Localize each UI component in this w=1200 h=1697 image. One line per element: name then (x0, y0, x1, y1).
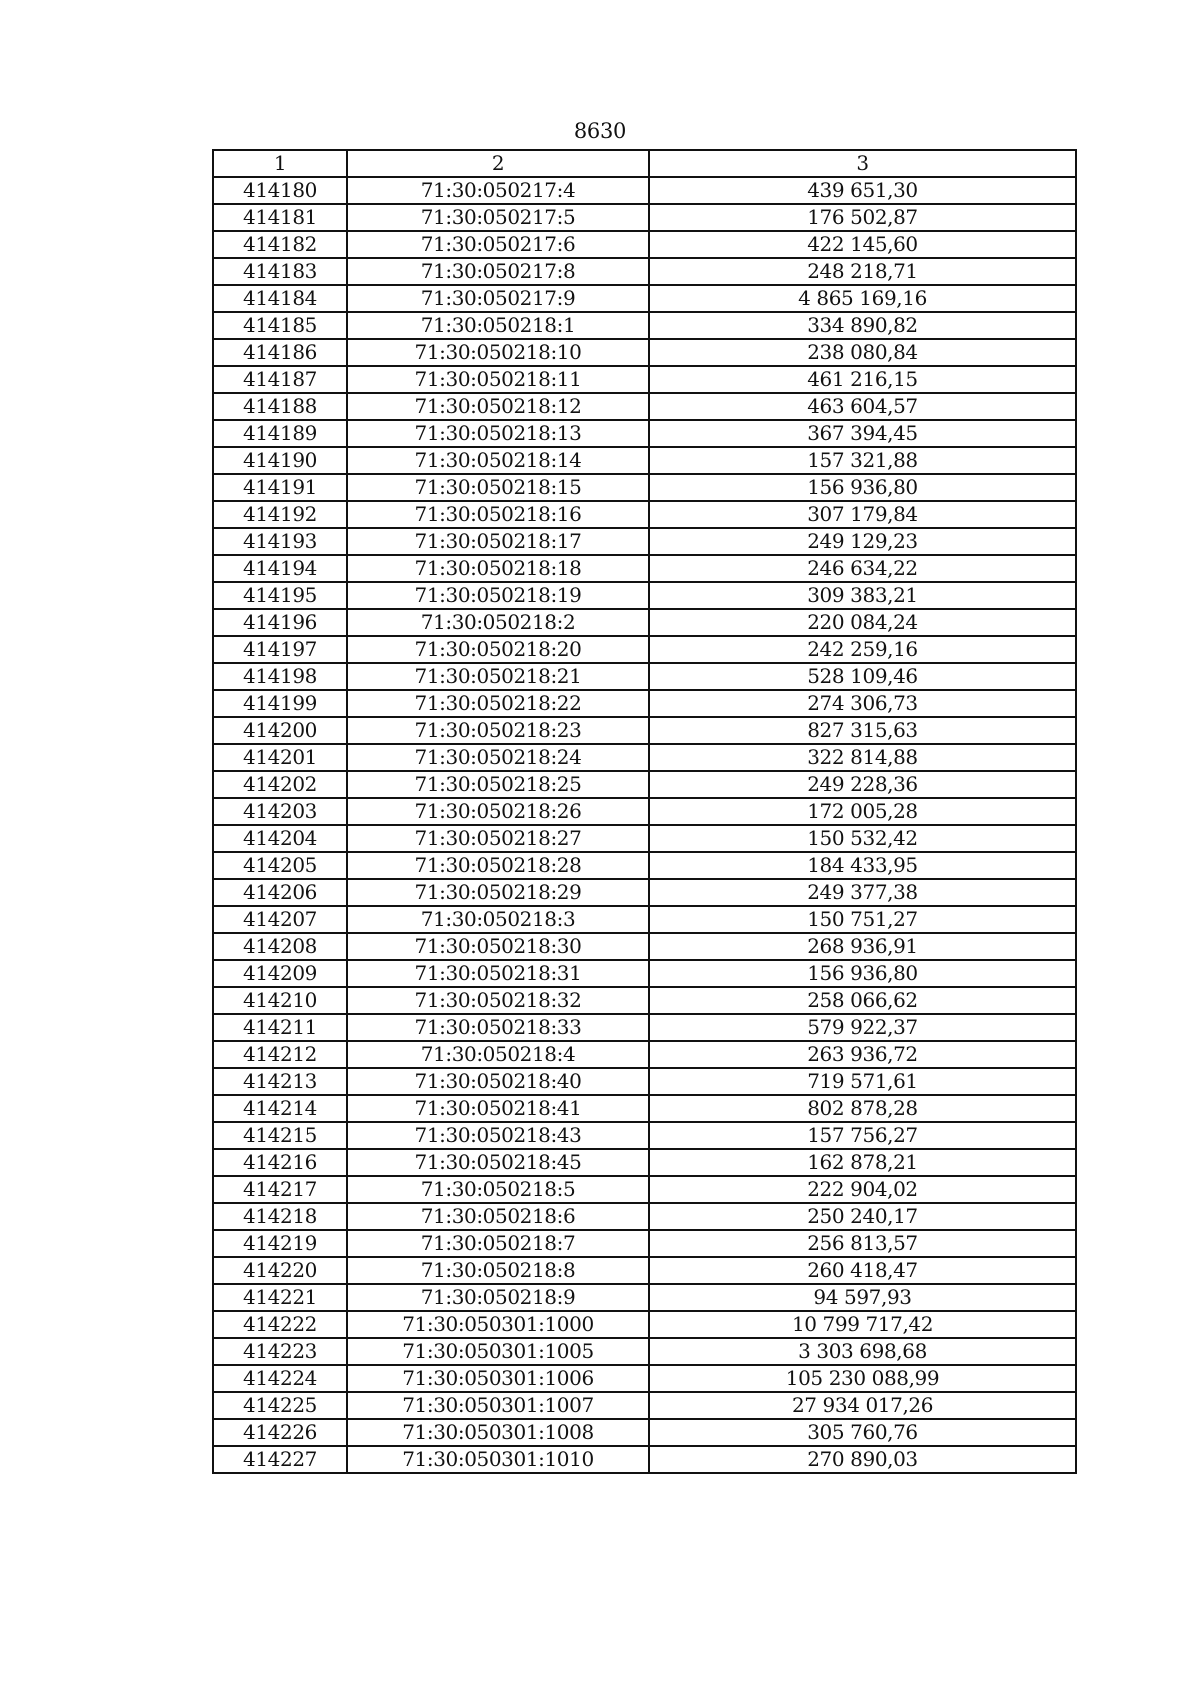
page-number: 8630 (573, 119, 627, 143)
cadastral-number-cell: 71:30:050217:8 (347, 258, 649, 285)
row-number-cell: 414220 (213, 1257, 347, 1284)
value-cell: 105 230 088,99 (649, 1365, 1076, 1392)
table-row (213, 1203, 1076, 1230)
table-row (213, 798, 1076, 825)
value-cell: 307 179,84 (649, 501, 1076, 528)
row-number-cell: 414198 (213, 663, 347, 690)
value-cell: 238 080,84 (649, 339, 1076, 366)
table-row (213, 1041, 1076, 1068)
cadastral-number-cell: 71:30:050218:25 (347, 771, 649, 798)
row-number-cell: 414225 (213, 1392, 347, 1419)
table-row (213, 1257, 1076, 1284)
table-row (213, 582, 1076, 609)
value-cell: 249 377,38 (649, 879, 1076, 906)
value-cell: 249 129,23 (649, 528, 1076, 555)
row-number-cell: 414191 (213, 474, 347, 501)
table-row (213, 771, 1076, 798)
value-cell: 157 321,88 (649, 447, 1076, 474)
column-header-1: 1 (213, 150, 347, 177)
row-number-cell: 414204 (213, 825, 347, 852)
row-number-cell: 414187 (213, 366, 347, 393)
cadastral-number-cell: 71:30:050218:1 (347, 312, 649, 339)
table-row (213, 906, 1076, 933)
cadastral-number-cell: 71:30:050218:14 (347, 447, 649, 474)
cadastral-number-cell: 71:30:050218:28 (347, 852, 649, 879)
row-number-cell: 414182 (213, 231, 347, 258)
cadastral-number-cell: 71:30:050218:12 (347, 393, 649, 420)
table-row (213, 501, 1076, 528)
table-row (213, 447, 1076, 474)
cadastral-number-cell: 71:30:050218:27 (347, 825, 649, 852)
table-row (213, 1419, 1076, 1446)
cadastral-number-cell: 71:30:050218:16 (347, 501, 649, 528)
table-row (213, 663, 1076, 690)
cadastral-number-cell: 71:30:050218:13 (347, 420, 649, 447)
table-row (213, 1176, 1076, 1203)
table-row (213, 258, 1076, 285)
value-cell: 222 904,02 (649, 1176, 1076, 1203)
value-cell: 176 502,87 (649, 204, 1076, 231)
table-row (213, 1311, 1076, 1338)
table-row (213, 312, 1076, 339)
cadastral-number-cell: 71:30:050218:31 (347, 960, 649, 987)
value-cell: 156 936,80 (649, 960, 1076, 987)
table-row (213, 1338, 1076, 1365)
row-number-cell: 414192 (213, 501, 347, 528)
cadastral-number-cell: 71:30:050218:26 (347, 798, 649, 825)
table-header-row (213, 150, 1076, 177)
row-number-cell: 414207 (213, 906, 347, 933)
value-cell: 258 066,62 (649, 987, 1076, 1014)
cadastral-number-cell: 71:30:050217:5 (347, 204, 649, 231)
value-cell: 184 433,95 (649, 852, 1076, 879)
cadastral-number-cell: 71:30:050218:5 (347, 1176, 649, 1203)
table-row (213, 960, 1076, 987)
row-number-cell: 414210 (213, 987, 347, 1014)
value-cell: 439 651,30 (649, 177, 1076, 204)
table-row (213, 690, 1076, 717)
row-number-cell: 414209 (213, 960, 347, 987)
table-row (213, 825, 1076, 852)
value-cell: 579 922,37 (649, 1014, 1076, 1041)
value-cell: 27 934 017,26 (649, 1392, 1076, 1419)
value-cell: 802 878,28 (649, 1095, 1076, 1122)
row-number-cell: 414184 (213, 285, 347, 312)
cadastral-number-cell: 71:30:050218:40 (347, 1068, 649, 1095)
cadastral-number-cell: 71:30:050301:1005 (347, 1338, 649, 1365)
value-cell: 250 240,17 (649, 1203, 1076, 1230)
row-number-cell: 414216 (213, 1149, 347, 1176)
table-row (213, 285, 1076, 312)
value-cell: 334 890,82 (649, 312, 1076, 339)
row-number-cell: 414222 (213, 1311, 347, 1338)
table-row (213, 1068, 1076, 1095)
row-number-cell: 414224 (213, 1365, 347, 1392)
cadastral-number-cell: 71:30:050218:2 (347, 609, 649, 636)
table-row (213, 1392, 1076, 1419)
cadastral-number-cell: 71:30:050218:23 (347, 717, 649, 744)
row-number-cell: 414197 (213, 636, 347, 663)
table-row (213, 204, 1076, 231)
value-cell: 162 878,21 (649, 1149, 1076, 1176)
value-cell: 461 216,15 (649, 366, 1076, 393)
row-number-cell: 414212 (213, 1041, 347, 1068)
value-cell: 220 084,24 (649, 609, 1076, 636)
table-row (213, 420, 1076, 447)
row-number-cell: 414205 (213, 852, 347, 879)
cadastral-number-cell: 71:30:050301:1000 (347, 1311, 649, 1338)
row-number-cell: 414196 (213, 609, 347, 636)
value-cell: 322 814,88 (649, 744, 1076, 771)
cadastral-number-cell: 71:30:050218:33 (347, 1014, 649, 1041)
cadastral-number-cell: 71:30:050218:15 (347, 474, 649, 501)
value-cell: 274 306,73 (649, 690, 1076, 717)
row-number-cell: 414181 (213, 204, 347, 231)
table-row (213, 339, 1076, 366)
row-number-cell: 414219 (213, 1230, 347, 1257)
cadastral-number-cell: 71:30:050217:9 (347, 285, 649, 312)
cadastral-number-cell: 71:30:050218:10 (347, 339, 649, 366)
table-body (213, 177, 1076, 1473)
value-cell: 10 799 717,42 (649, 1311, 1076, 1338)
cadastral-number-cell: 71:30:050218:18 (347, 555, 649, 582)
value-cell: 268 936,91 (649, 933, 1076, 960)
table-row (213, 1365, 1076, 1392)
cadastral-number-cell: 71:30:050218:19 (347, 582, 649, 609)
value-cell: 422 145,60 (649, 231, 1076, 258)
table-row (213, 744, 1076, 771)
cadastral-number-cell: 71:30:050218:21 (347, 663, 649, 690)
value-cell: 150 751,27 (649, 906, 1076, 933)
value-cell: 309 383,21 (649, 582, 1076, 609)
table-row (213, 1149, 1076, 1176)
table-row (213, 231, 1076, 258)
table-row (213, 366, 1076, 393)
table-row (213, 1122, 1076, 1149)
row-number-cell: 414194 (213, 555, 347, 582)
cadastral-number-cell: 71:30:050217:4 (347, 177, 649, 204)
row-number-cell: 414185 (213, 312, 347, 339)
cadastral-number-cell: 71:30:050218:7 (347, 1230, 649, 1257)
row-number-cell: 414180 (213, 177, 347, 204)
value-cell: 172 005,28 (649, 798, 1076, 825)
value-cell: 94 597,93 (649, 1284, 1076, 1311)
cadastral-number-cell: 71:30:050218:45 (347, 1149, 649, 1176)
row-number-cell: 414217 (213, 1176, 347, 1203)
value-cell: 249 228,36 (649, 771, 1076, 798)
cadastral-number-cell: 71:30:050218:41 (347, 1095, 649, 1122)
value-cell: 528 109,46 (649, 663, 1076, 690)
cadastral-number-cell: 71:30:050218:6 (347, 1203, 649, 1230)
table-row (213, 1284, 1076, 1311)
row-number-cell: 414199 (213, 690, 347, 717)
row-number-cell: 414215 (213, 1122, 347, 1149)
cadastral-number-cell: 71:30:050218:8 (347, 1257, 649, 1284)
row-number-cell: 414183 (213, 258, 347, 285)
table-row (213, 1095, 1076, 1122)
value-cell: 305 760,76 (649, 1419, 1076, 1446)
table-row (213, 717, 1076, 744)
cadastral-number-cell: 71:30:050218:29 (347, 879, 649, 906)
value-cell: 256 813,57 (649, 1230, 1076, 1257)
row-number-cell: 414221 (213, 1284, 347, 1311)
row-number-cell: 414223 (213, 1338, 347, 1365)
table-row (213, 1446, 1076, 1473)
value-cell: 156 936,80 (649, 474, 1076, 501)
table-row (213, 528, 1076, 555)
cadastral-number-cell: 71:30:050218:32 (347, 987, 649, 1014)
table-row (213, 987, 1076, 1014)
value-cell: 463 604,57 (649, 393, 1076, 420)
value-cell: 248 218,71 (649, 258, 1076, 285)
cadastral-number-cell: 71:30:050301:1010 (347, 1446, 649, 1473)
table-row (213, 933, 1076, 960)
cadastral-number-cell: 71:30:050217:6 (347, 231, 649, 258)
table-row (213, 555, 1076, 582)
value-cell: 150 532,42 (649, 825, 1076, 852)
value-cell: 3 303 698,68 (649, 1338, 1076, 1365)
value-cell: 367 394,45 (649, 420, 1076, 447)
cadastral-number-cell: 71:30:050218:30 (347, 933, 649, 960)
table-row (213, 609, 1076, 636)
cadastral-number-cell: 71:30:050218:17 (347, 528, 649, 555)
row-number-cell: 414200 (213, 717, 347, 744)
table-row (213, 1230, 1076, 1257)
cadastral-number-cell: 71:30:050301:1008 (347, 1419, 649, 1446)
value-cell: 827 315,63 (649, 717, 1076, 744)
row-number-cell: 414206 (213, 879, 347, 906)
cadastral-number-cell: 71:30:050301:1006 (347, 1365, 649, 1392)
value-cell: 246 634,22 (649, 555, 1076, 582)
cadastral-number-cell: 71:30:050218:24 (347, 744, 649, 771)
table-row (213, 474, 1076, 501)
cadastral-number-cell: 71:30:050218:20 (347, 636, 649, 663)
table-row (213, 393, 1076, 420)
cadastral-number-cell: 71:30:050218:43 (347, 1122, 649, 1149)
table-row (213, 177, 1076, 204)
table-row (213, 879, 1076, 906)
cadastral-number-cell: 71:30:050218:4 (347, 1041, 649, 1068)
table-row (213, 852, 1076, 879)
value-cell: 270 890,03 (649, 1446, 1076, 1473)
row-number-cell: 414202 (213, 771, 347, 798)
cadastral-number-cell: 71:30:050218:3 (347, 906, 649, 933)
row-number-cell: 414214 (213, 1095, 347, 1122)
row-number-cell: 414189 (213, 420, 347, 447)
row-number-cell: 414195 (213, 582, 347, 609)
row-number-cell: 414190 (213, 447, 347, 474)
row-number-cell: 414218 (213, 1203, 347, 1230)
table-row (213, 1014, 1076, 1041)
cadastral-number-cell: 71:30:050218:22 (347, 690, 649, 717)
row-number-cell: 414226 (213, 1419, 347, 1446)
column-header-2: 2 (347, 150, 649, 177)
value-cell: 242 259,16 (649, 636, 1076, 663)
table-row (213, 636, 1076, 663)
row-number-cell: 414193 (213, 528, 347, 555)
row-number-cell: 414186 (213, 339, 347, 366)
value-cell: 157 756,27 (649, 1122, 1076, 1149)
row-number-cell: 414208 (213, 933, 347, 960)
registry-table (212, 149, 1077, 1474)
cadastral-number-cell: 71:30:050301:1007 (347, 1392, 649, 1419)
value-cell: 4 865 169,16 (649, 285, 1076, 312)
value-cell: 260 418,47 (649, 1257, 1076, 1284)
row-number-cell: 414203 (213, 798, 347, 825)
value-cell: 719 571,61 (649, 1068, 1076, 1095)
row-number-cell: 414227 (213, 1446, 347, 1473)
cadastral-number-cell: 71:30:050218:9 (347, 1284, 649, 1311)
row-number-cell: 414211 (213, 1014, 347, 1041)
cadastral-number-cell: 71:30:050218:11 (347, 366, 649, 393)
row-number-cell: 414213 (213, 1068, 347, 1095)
value-cell: 263 936,72 (649, 1041, 1076, 1068)
row-number-cell: 414201 (213, 744, 347, 771)
row-number-cell: 414188 (213, 393, 347, 420)
column-header-3: 3 (649, 150, 1076, 177)
